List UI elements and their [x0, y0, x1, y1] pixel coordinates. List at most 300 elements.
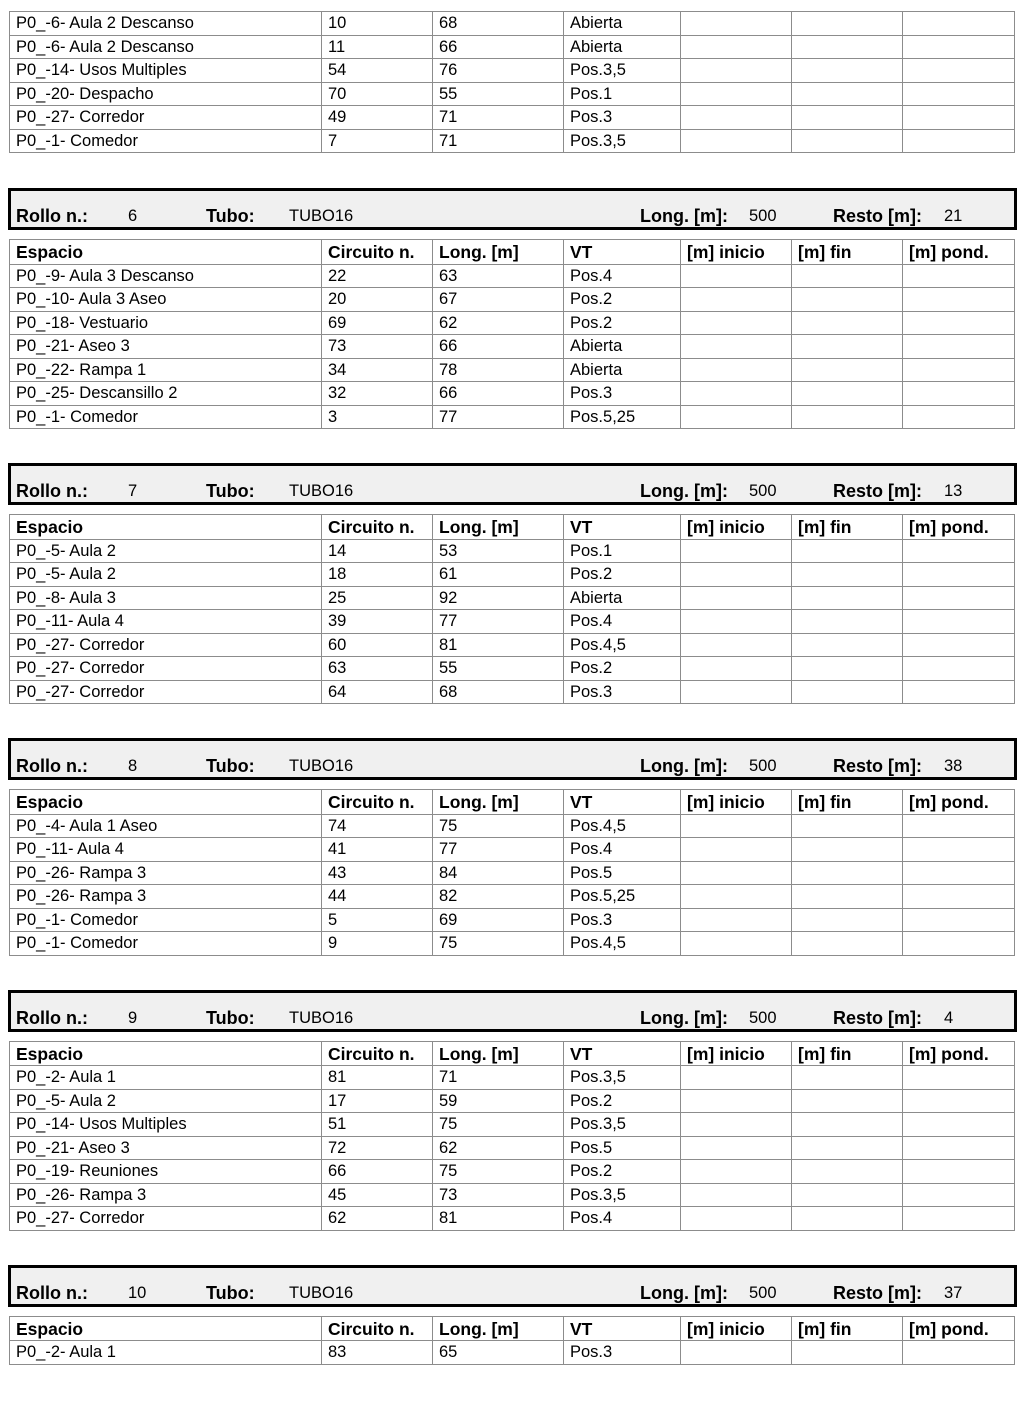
table-cell: Abierta — [564, 358, 681, 382]
table-row — [10, 264, 1015, 288]
resto-label: Resto [m]: — [833, 756, 922, 776]
table-cell: 49 — [322, 106, 433, 130]
table-cell: 77 — [433, 610, 564, 634]
table-cell: 41 — [322, 838, 433, 862]
table-cell: 71 — [433, 1066, 564, 1090]
table-cell — [903, 1183, 1015, 1207]
rollo-number: 10 — [128, 1283, 147, 1302]
tubo-value: TUBO16 — [289, 207, 354, 225]
table-cell: 18 — [322, 563, 433, 587]
table-cell — [792, 814, 903, 838]
long-value: 500 — [749, 207, 777, 225]
table-cell — [792, 885, 903, 909]
table-cell — [681, 82, 792, 106]
long-value: 500 — [749, 482, 777, 500]
table-cell: 81 — [433, 1207, 564, 1231]
table-cell: 68 — [433, 680, 564, 704]
table-cell: 32 — [322, 382, 433, 406]
table-row — [10, 633, 1015, 657]
table-cell — [681, 106, 792, 130]
table-cell: 3 — [322, 405, 433, 429]
table-cell: Pos.3,5 — [564, 129, 681, 153]
resto-value: 37 — [944, 1283, 963, 1302]
resto-value: 4 — [944, 1008, 954, 1027]
table-cell — [681, 311, 792, 335]
table-cell — [903, 657, 1015, 681]
table-cell: P0_-8- Aula 3 — [10, 586, 322, 610]
table-row — [10, 838, 1015, 862]
table-cell: Pos.4 — [564, 1207, 681, 1231]
column-header: Long. [m] — [433, 1316, 564, 1341]
table-cell: P0_-4- Aula 1 Aseo — [10, 814, 322, 838]
table-cell: 55 — [433, 82, 564, 106]
table-cell: 73 — [322, 335, 433, 359]
table-cell: P0_-27- Corredor — [10, 657, 322, 681]
long-label: Long. [m]: — [640, 481, 728, 501]
resto-value: 21 — [944, 207, 963, 225]
table-cell: P0_-26- Rampa 3 — [10, 1183, 322, 1207]
table-cell: P0_-5- Aula 2 — [10, 539, 322, 563]
table-row — [10, 932, 1015, 956]
table-cell: 53 — [433, 539, 564, 563]
tubo-value: TUBO16 — [289, 1008, 354, 1027]
table-cell — [681, 1089, 792, 1113]
rollo-number: 7 — [128, 482, 138, 500]
rollo-number: 8 — [128, 757, 138, 775]
tubo-label: Tubo: — [206, 1007, 255, 1028]
table-row — [10, 861, 1015, 885]
table-cell — [903, 358, 1015, 382]
table-cell: 69 — [433, 908, 564, 932]
table-cell — [681, 1183, 792, 1207]
table-cell — [903, 932, 1015, 956]
table-cell — [903, 539, 1015, 563]
roll-circuit-table — [9, 514, 1015, 704]
column-header: Espacio — [10, 790, 322, 815]
table-header-row — [10, 1041, 1015, 1066]
tubo-value: TUBO16 — [289, 1283, 354, 1302]
table-cell: 81 — [322, 1066, 433, 1090]
table-cell — [681, 680, 792, 704]
roll-header — [8, 463, 1017, 505]
table-cell — [792, 586, 903, 610]
table-cell: 67 — [433, 288, 564, 312]
table-cell: Abierta — [564, 12, 681, 36]
table-cell: Pos.2 — [564, 311, 681, 335]
table-row — [10, 680, 1015, 704]
table-cell: Abierta — [564, 35, 681, 59]
table-cell: Pos.3 — [564, 908, 681, 932]
table-cell: P0_-6- Aula 2 Descanso — [10, 35, 322, 59]
table-row — [10, 1183, 1015, 1207]
table-cell — [903, 861, 1015, 885]
table-row — [10, 610, 1015, 634]
column-header: [m] fin — [792, 1316, 903, 1341]
column-header: [m] fin — [792, 515, 903, 540]
table-cell: Pos.2 — [564, 657, 681, 681]
table-cell: Pos.3,5 — [564, 1183, 681, 1207]
column-header: Circuito n. — [322, 790, 433, 815]
table-row — [10, 129, 1015, 153]
roll-header — [8, 1265, 1017, 1307]
table-cell: P0_-1- Comedor — [10, 908, 322, 932]
table-row — [10, 382, 1015, 406]
table-cell — [792, 382, 903, 406]
table-cell — [681, 358, 792, 382]
table-cell — [903, 633, 1015, 657]
table-cell — [792, 1341, 903, 1365]
table-cell — [681, 885, 792, 909]
table-cell: 62 — [433, 1136, 564, 1160]
table-cell — [792, 288, 903, 312]
table-cell — [792, 932, 903, 956]
table-cell: P0_-10- Aula 3 Aseo — [10, 288, 322, 312]
table-cell — [792, 311, 903, 335]
column-header: Circuito n. — [322, 1316, 433, 1341]
rollo-label: Rollo n.: — [16, 206, 88, 226]
table-cell — [792, 358, 903, 382]
table-cell: Abierta — [564, 586, 681, 610]
table-cell — [903, 885, 1015, 909]
continued-circuit-table — [9, 11, 1015, 153]
roll-header — [8, 188, 1017, 230]
table-cell — [903, 59, 1015, 83]
table-cell: 66 — [322, 1160, 433, 1184]
table-cell: P0_-1- Comedor — [10, 129, 322, 153]
table-row — [10, 405, 1015, 429]
table-row — [10, 814, 1015, 838]
table-cell — [792, 82, 903, 106]
table-row — [10, 35, 1015, 59]
table-cell: Pos.3 — [564, 106, 681, 130]
table-cell: 66 — [433, 382, 564, 406]
long-label: Long. [m]: — [640, 206, 728, 226]
resto-label: Resto [m]: — [833, 1007, 922, 1028]
column-header: Espacio — [10, 240, 322, 265]
column-header: [m] fin — [792, 1041, 903, 1066]
table-cell — [681, 1160, 792, 1184]
table-cell: P0_-2- Aula 1 — [10, 1341, 322, 1365]
table-cell — [903, 1160, 1015, 1184]
table-cell — [903, 12, 1015, 36]
table-cell: Pos.1 — [564, 539, 681, 563]
table-cell — [903, 335, 1015, 359]
table-cell: 20 — [322, 288, 433, 312]
column-header: [m] inicio — [681, 790, 792, 815]
table-row — [10, 539, 1015, 563]
table-row — [10, 358, 1015, 382]
table-cell — [903, 1136, 1015, 1160]
table-cell: P0_-27- Corredor — [10, 680, 322, 704]
table-cell: 75 — [433, 1160, 564, 1184]
table-cell: P0_-14- Usos Multiples — [10, 1113, 322, 1137]
table-cell: P0_-19- Reuniones — [10, 1160, 322, 1184]
table-row — [10, 311, 1015, 335]
table-cell: P0_-6- Aula 2 Descanso — [10, 12, 322, 36]
table-cell: 68 — [433, 12, 564, 36]
table-cell — [903, 82, 1015, 106]
table-cell: P0_-26- Rampa 3 — [10, 861, 322, 885]
table-cell: Pos.4 — [564, 838, 681, 862]
table-cell — [681, 1341, 792, 1365]
column-header: VT — [564, 1316, 681, 1341]
column-header: Circuito n. — [322, 240, 433, 265]
tubo-label: Tubo: — [206, 206, 255, 226]
table-cell — [903, 288, 1015, 312]
table-cell: Pos.4,5 — [564, 633, 681, 657]
column-header: VT — [564, 790, 681, 815]
table-cell: 78 — [433, 358, 564, 382]
column-header: [m] pond. — [903, 1041, 1015, 1066]
resto-label: Resto [m]: — [833, 481, 922, 501]
table-cell: 61 — [433, 563, 564, 587]
tubo-value: TUBO16 — [289, 757, 354, 775]
table-cell: Pos.3 — [564, 1341, 681, 1365]
table-cell: 45 — [322, 1183, 433, 1207]
table-cell — [792, 657, 903, 681]
table-cell — [681, 657, 792, 681]
table-cell — [681, 59, 792, 83]
table-cell — [681, 129, 792, 153]
table-cell: 11 — [322, 35, 433, 59]
table-cell: 59 — [433, 1089, 564, 1113]
table-cell — [792, 908, 903, 932]
table-cell: Pos.2 — [564, 288, 681, 312]
table-cell — [903, 563, 1015, 587]
table-cell: P0_-27- Corredor — [10, 633, 322, 657]
table-cell: Pos.4 — [564, 264, 681, 288]
table-cell: 75 — [433, 814, 564, 838]
table-cell: P0_-25- Descansillo 2 — [10, 382, 322, 406]
column-header: Espacio — [10, 515, 322, 540]
table-row — [10, 59, 1015, 83]
table-row — [10, 908, 1015, 932]
table-cell: 83 — [322, 1341, 433, 1365]
table-cell — [903, 311, 1015, 335]
table-cell: 73 — [433, 1183, 564, 1207]
table-cell: 25 — [322, 586, 433, 610]
table-cell — [681, 563, 792, 587]
table-cell — [681, 539, 792, 563]
table-cell — [903, 382, 1015, 406]
table-cell — [903, 838, 1015, 862]
table-cell: Pos.2 — [564, 1160, 681, 1184]
roll-header — [8, 990, 1017, 1032]
table-cell: 75 — [433, 1113, 564, 1137]
table-cell: 71 — [433, 106, 564, 130]
table-cell — [681, 288, 792, 312]
table-cell — [903, 680, 1015, 704]
table-cell: P0_-5- Aula 2 — [10, 563, 322, 587]
table-header-row — [10, 1316, 1015, 1341]
column-header: VT — [564, 240, 681, 265]
table-cell — [903, 1341, 1015, 1365]
table-cell: Pos.4,5 — [564, 932, 681, 956]
roll-header — [8, 738, 1017, 780]
table-cell — [792, 1160, 903, 1184]
table-cell — [792, 106, 903, 130]
table-cell: 81 — [433, 633, 564, 657]
column-header: [m] inicio — [681, 1041, 792, 1066]
table-cell — [681, 264, 792, 288]
table-cell: 71 — [433, 129, 564, 153]
table-cell: 9 — [322, 932, 433, 956]
table-cell: 76 — [433, 59, 564, 83]
long-value: 500 — [749, 757, 777, 775]
table-cell: Abierta — [564, 335, 681, 359]
table-cell: 92 — [433, 586, 564, 610]
rollo-label: Rollo n.: — [16, 1282, 88, 1303]
table-cell — [681, 1066, 792, 1090]
table-cell — [903, 1113, 1015, 1137]
table-cell: 66 — [433, 35, 564, 59]
tubo-label: Tubo: — [206, 481, 255, 501]
table-cell: P0_-27- Corredor — [10, 1207, 322, 1231]
table-cell: 5 — [322, 908, 433, 932]
table-cell: Pos.1 — [564, 82, 681, 106]
table-cell — [681, 908, 792, 932]
table-header-row — [10, 790, 1015, 815]
rollo-number: 9 — [128, 1008, 138, 1027]
table-row — [10, 12, 1015, 36]
table-cell — [681, 586, 792, 610]
rollo-label: Rollo n.: — [16, 1007, 88, 1028]
table-cell — [792, 129, 903, 153]
resto-value: 38 — [944, 757, 963, 775]
table-cell: P0_-18- Vestuario — [10, 311, 322, 335]
resto-value: 13 — [944, 482, 963, 500]
table-cell — [681, 610, 792, 634]
table-cell: Pos.3,5 — [564, 59, 681, 83]
table-cell: P0_-21- Aseo 3 — [10, 1136, 322, 1160]
table-cell: 77 — [433, 838, 564, 862]
table-cell: P0_-2- Aula 1 — [10, 1066, 322, 1090]
column-header: Long. [m] — [433, 240, 564, 265]
column-header: Espacio — [10, 1041, 322, 1066]
tubo-label: Tubo: — [206, 756, 255, 776]
table-cell: 60 — [322, 633, 433, 657]
table-row — [10, 82, 1015, 106]
roll-circuit-table — [9, 239, 1015, 429]
table-cell: Pos.3,5 — [564, 1113, 681, 1137]
roll-circuit-table — [9, 1041, 1015, 1231]
table-cell: 63 — [322, 657, 433, 681]
table-cell — [792, 1113, 903, 1137]
long-value: 500 — [749, 1008, 777, 1027]
roll-circuit-table — [9, 1316, 1015, 1365]
table-cell: 65 — [433, 1341, 564, 1365]
rollo-label: Rollo n.: — [16, 481, 88, 501]
table-cell — [792, 405, 903, 429]
table-cell — [792, 35, 903, 59]
column-header: VT — [564, 1041, 681, 1066]
table-cell — [792, 1183, 903, 1207]
table-cell: Pos.3 — [564, 680, 681, 704]
table-cell — [681, 838, 792, 862]
table-cell: P0_-22- Rampa 1 — [10, 358, 322, 382]
column-header: [m] pond. — [903, 790, 1015, 815]
roll-circuit-table — [9, 789, 1015, 956]
table-cell — [903, 1089, 1015, 1113]
table-cell: 64 — [322, 680, 433, 704]
table-cell — [681, 405, 792, 429]
column-header: VT — [564, 515, 681, 540]
column-header: [m] inicio — [681, 1316, 792, 1341]
table-cell: Pos.2 — [564, 563, 681, 587]
table-cell — [681, 35, 792, 59]
table-cell — [903, 586, 1015, 610]
table-cell: 14 — [322, 539, 433, 563]
table-row — [10, 1113, 1015, 1137]
table-cell — [903, 814, 1015, 838]
table-header-row — [10, 240, 1015, 265]
rollo-label: Rollo n.: — [16, 756, 88, 776]
table-cell — [792, 563, 903, 587]
table-row — [10, 1066, 1015, 1090]
table-cell — [792, 1066, 903, 1090]
table-cell: P0_-11- Aula 4 — [10, 838, 322, 862]
table-cell — [903, 106, 1015, 130]
table-cell: 74 — [322, 814, 433, 838]
column-header: [m] inicio — [681, 515, 792, 540]
table-cell: 55 — [433, 657, 564, 681]
table-cell: Pos.5 — [564, 1136, 681, 1160]
table-cell: 77 — [433, 405, 564, 429]
table-cell: 63 — [433, 264, 564, 288]
table-cell: P0_-11- Aula 4 — [10, 610, 322, 634]
table-cell: 17 — [322, 1089, 433, 1113]
table-cell — [681, 1136, 792, 1160]
long-label: Long. [m]: — [640, 756, 728, 776]
table-cell — [681, 814, 792, 838]
table-cell — [681, 861, 792, 885]
table-cell: Pos.5 — [564, 861, 681, 885]
table-cell: P0_-21- Aseo 3 — [10, 335, 322, 359]
table-cell: 44 — [322, 885, 433, 909]
table-row — [10, 885, 1015, 909]
table-cell — [792, 539, 903, 563]
table-cell — [792, 264, 903, 288]
table-cell — [681, 633, 792, 657]
table-cell: 7 — [322, 129, 433, 153]
table-row — [10, 288, 1015, 312]
table-cell — [681, 1207, 792, 1231]
table-row — [10, 1136, 1015, 1160]
resto-label: Resto [m]: — [833, 206, 922, 226]
column-header: Circuito n. — [322, 515, 433, 540]
column-header: [m] pond. — [903, 240, 1015, 265]
table-cell — [792, 610, 903, 634]
table-cell — [903, 1207, 1015, 1231]
table-cell: Pos.5,25 — [564, 405, 681, 429]
column-header: [m] pond. — [903, 1316, 1015, 1341]
long-label: Long. [m]: — [640, 1007, 728, 1028]
table-cell — [792, 680, 903, 704]
table-cell — [903, 1066, 1015, 1090]
table-cell — [792, 12, 903, 36]
table-row — [10, 106, 1015, 130]
table-row — [10, 1089, 1015, 1113]
table-header-row — [10, 515, 1015, 540]
resto-label: Resto [m]: — [833, 1282, 922, 1303]
table-cell: 34 — [322, 358, 433, 382]
column-header: [m] fin — [792, 240, 903, 265]
column-header: Long. [m] — [433, 515, 564, 540]
table-cell — [681, 1113, 792, 1137]
table-cell — [792, 59, 903, 83]
table-cell: Pos.2 — [564, 1089, 681, 1113]
table-cell: 22 — [322, 264, 433, 288]
